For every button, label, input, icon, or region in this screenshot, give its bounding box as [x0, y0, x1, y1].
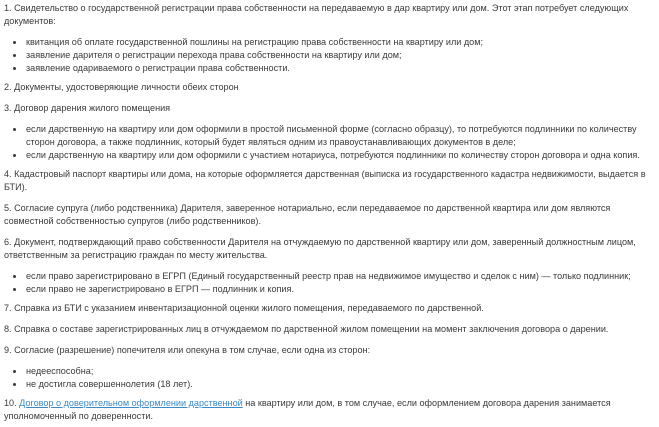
item-5: 5. Согласие супруга (либо родственника) Дарителя, заверенное нотариально, если передаваемое по дарственной квартира или дом являются совместной собственностью супругов (либо родственников).: [4, 203, 611, 226]
item-3-bullets: [4, 123, 653, 162]
list-item: если право не зарегистрировано в ЕГРП — подлинник и копия.: [22, 283, 653, 296]
item-4: 4. Кадастровый паспорт квартиры или дома, на которые оформляется дарственная (выписка из государственного кадастра недвижимости, выдается в БТИ).: [4, 169, 646, 192]
item-2: 2. Документы, удостоверяющие личности обеих сторон: [4, 82, 239, 92]
list-item: если дарственную на квартиру или дом оформили в простой письменной форме (согласно образцу), то потребуются подлинники по количеству сторон договора, а также подлинник, который будет являться одним из правоустанавливающих документов в деле;: [22, 123, 653, 149]
item-3: 3. Договор дарения жилого помещения: [4, 103, 171, 113]
item-1-bullets: [4, 36, 653, 75]
item-9: 9. Согласие (разрешение) попечителя или опекуна в том случае, если одна из сторон:: [4, 345, 371, 355]
list-item: заявление дарителя о регистрации перехода права собственности на квартиру или дом;: [22, 49, 653, 62]
list-item: если дарственную на квартиру или дом оформили с участием нотариуса, потребуются подлинники по количеству сторон договора и одна копия.: [22, 149, 653, 162]
item-6-bullets: [4, 270, 653, 296]
item-10-prefix: 10.: [4, 398, 20, 408]
list-item: квитанция об оплате государственной пошлины на регистрацию права собственности на квартиру или дом;: [22, 36, 653, 49]
trust-agreement-link[interactable]: Договор о доверительном оформлении дарственной: [19, 398, 243, 408]
item-10-suffix: на квартиру или дом, в том случае, если оформлением договора дарения занимается уполномоченный по доверенности.: [4, 398, 611, 421]
item-7: 7. Справка из БТИ с указанием инвентаризационной оценки жилого помещения, передаваемого по дарственной.: [4, 303, 484, 313]
item-1: 1. Свидетельство о государственной регистрации права собственности на передаваемую в дар квартиру или дом. Этот этап потребует следующих документов:: [4, 3, 629, 26]
list-item: если право зарегистрировано в ЕГРП (Единый государственный реестр прав на недвижимое имущество и сделок с ним) — только подлинник;: [22, 270, 653, 283]
item-10: [4, 397, 653, 423]
item-8: 8. Справка о составе зарегистрированных лиц в отчуждаемом по дарственной жилом помещении на момент заключения договора о дарении.: [4, 324, 609, 334]
list-item: заявление одариваемого о регистрации права собственности.: [22, 62, 653, 75]
list-item: недееспособна;: [22, 365, 653, 378]
list-item: не достигла совершеннолетия (18 лет).: [22, 378, 653, 391]
item-9-bullets: [4, 365, 653, 391]
item-6: 6. Документ, подтверждающий право собственности Дарителя на отчуждаемую по дарственной квартиру или дом, заверенный должностным лицом, ответственным за регистрацию граждан по месту жительства.: [4, 237, 636, 260]
